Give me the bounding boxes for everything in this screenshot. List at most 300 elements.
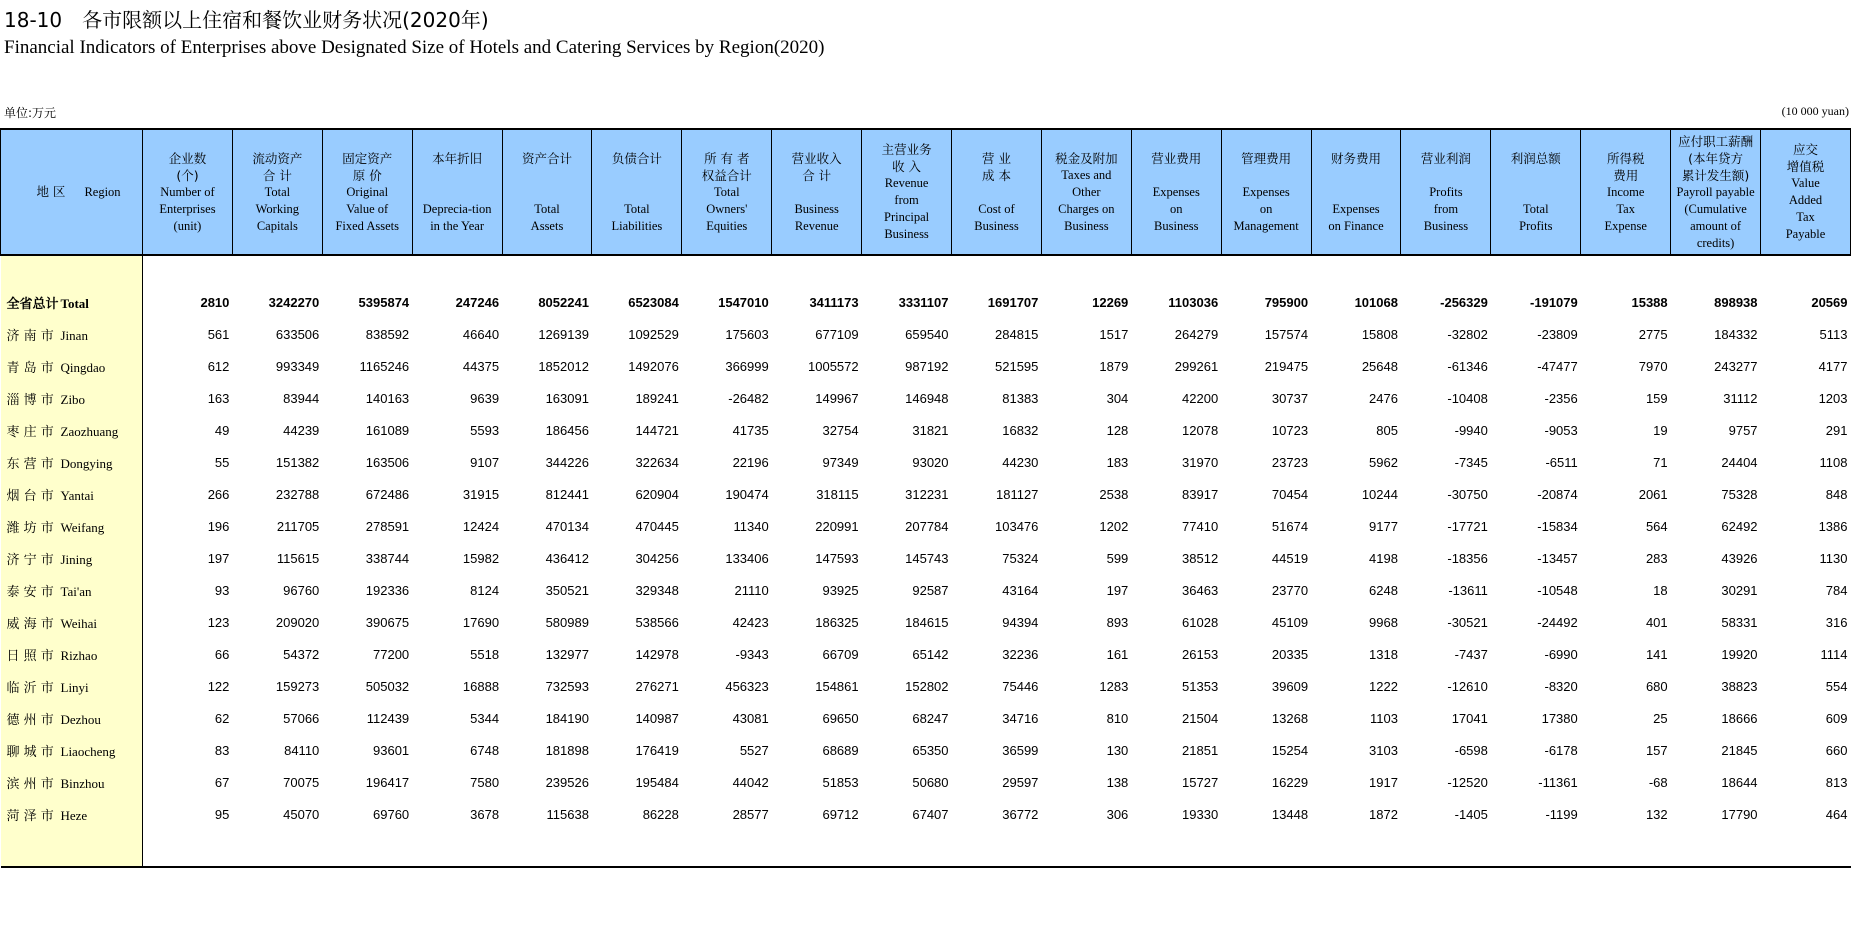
- value-cell: 132977: [545, 646, 589, 662]
- value-cell: 672486: [365, 486, 410, 502]
- spacer-cell: [682, 255, 772, 286]
- value-cell: 1114: [1820, 646, 1848, 662]
- value-cell: 12269: [1092, 294, 1129, 310]
- spacer-cell: [1581, 830, 1671, 867]
- region-name-en: Jining: [60, 551, 93, 567]
- spacer-cell: [772, 255, 862, 286]
- value-cell: 123: [207, 614, 230, 630]
- value-cell: 38823: [1721, 678, 1758, 694]
- value-cell: 115638: [546, 806, 589, 822]
- value-cell: 51674: [1271, 518, 1309, 534]
- region-name-en: Rizhao: [60, 647, 98, 663]
- spacer-cell: [1491, 830, 1581, 867]
- column-header: [682, 129, 772, 255]
- value-cell: 401: [1645, 614, 1668, 630]
- value-cell: 28577: [732, 806, 769, 822]
- value-cell: 66709: [822, 646, 859, 662]
- value-cell: 848: [1825, 486, 1848, 502]
- value-cell: 4177: [1818, 358, 1848, 374]
- spacer-cell: [592, 830, 682, 867]
- region-cell: [1, 542, 143, 574]
- value-cell: 159273: [275, 678, 320, 694]
- value-cell: 175603: [725, 326, 769, 342]
- value-cell: 42423: [732, 614, 769, 630]
- value-cell: 45109: [1271, 614, 1309, 630]
- value-cell: 659540: [905, 326, 949, 342]
- value-cell: 18: [1653, 582, 1668, 598]
- table-title-chinese: 18-10 各市限额以上住宿和餐饮业财务状况(2020年): [4, 8, 489, 32]
- value-cell: 2476: [1369, 390, 1398, 406]
- table-row: [1, 542, 1851, 574]
- value-cell: 67: [214, 774, 230, 790]
- value-cell: 93601: [373, 742, 410, 758]
- value-cell: 21845: [1721, 742, 1758, 758]
- column-header-cn: 固定资产 原 价: [342, 150, 393, 183]
- value-cell: 812441: [545, 486, 589, 502]
- value-cell: 284815: [995, 326, 1039, 342]
- value-cell: 142978: [635, 646, 679, 662]
- region-name-cn: 济 宁 市: [6, 552, 54, 568]
- spacer-cell: [862, 830, 952, 867]
- value-cell: 810: [1106, 710, 1129, 726]
- value-cell: 283: [1645, 550, 1668, 566]
- value-cell: 10244: [1361, 486, 1398, 502]
- value-cell: -7437: [1454, 646, 1488, 662]
- column-header: [322, 129, 412, 255]
- value-cell: -11361: [1538, 774, 1578, 790]
- spacer-cell: [952, 830, 1042, 867]
- value-cell: -256329: [1440, 294, 1488, 310]
- value-cell: 70454: [1271, 486, 1309, 502]
- value-cell: 554: [1825, 678, 1848, 694]
- value-cell: 31915: [462, 486, 500, 502]
- column-header-cn: 营业利润: [1420, 150, 1471, 166]
- value-cell: 146948: [905, 390, 949, 406]
- value-cell: -47477: [1537, 358, 1578, 374]
- table-header-row: [1, 129, 1851, 255]
- value-cell: 1492076: [628, 358, 679, 374]
- value-cell: -30750: [1447, 486, 1488, 502]
- value-cell: -12610: [1447, 678, 1488, 694]
- value-cell: 75328: [1721, 486, 1758, 502]
- column-header-en: Total Profits: [1519, 201, 1553, 233]
- value-cell: 304256: [635, 550, 679, 566]
- value-cell: 67407: [912, 806, 949, 822]
- value-cell: 44239: [283, 422, 320, 438]
- value-cell: 312231: [905, 486, 949, 502]
- spacer-cell: [412, 830, 502, 867]
- value-cell: 34716: [1002, 710, 1039, 726]
- value-cell: 97349: [822, 454, 859, 470]
- value-cell: 46640: [462, 326, 500, 342]
- value-cell: 470445: [635, 518, 679, 534]
- spacer-cell: [772, 830, 862, 867]
- value-cell: -12520: [1447, 774, 1488, 790]
- region-name-cn: 日 照 市: [6, 648, 54, 664]
- value-cell: 190474: [725, 486, 769, 502]
- value-cell: 45070: [283, 806, 320, 822]
- value-cell: 795900: [1264, 294, 1309, 310]
- value-cell: 1202: [1099, 518, 1129, 534]
- value-cell: 186456: [545, 422, 589, 438]
- value-cell: 94394: [1002, 614, 1039, 630]
- column-header: [862, 129, 952, 255]
- value-cell: 31821: [912, 422, 949, 438]
- value-cell: -18356: [1447, 550, 1488, 566]
- value-cell: 318115: [816, 486, 859, 502]
- value-cell: -10408: [1447, 390, 1488, 406]
- value-cell: 122: [207, 678, 230, 694]
- region-name-en: Weihai: [60, 615, 97, 631]
- value-cell: 19330: [1182, 806, 1219, 822]
- column-header-en: Income Tax Expense: [1604, 184, 1647, 233]
- spacer-cell: [502, 255, 592, 286]
- value-cell: 219475: [1264, 358, 1309, 374]
- value-cell: 18644: [1721, 774, 1758, 790]
- table-row: [1, 414, 1851, 446]
- value-cell: 5962: [1369, 454, 1398, 470]
- value-cell: 680: [1645, 678, 1668, 694]
- spacer-cell: [1581, 255, 1671, 286]
- value-cell: 18666: [1721, 710, 1758, 726]
- value-cell: 264279: [1174, 326, 1219, 342]
- region-name-en: Weifang: [60, 519, 105, 535]
- value-cell: 103476: [995, 518, 1039, 534]
- value-cell: -2356: [1544, 390, 1578, 406]
- spacer-cell: [1491, 255, 1581, 286]
- value-cell: 31970: [1182, 454, 1219, 470]
- value-cell: 112439: [366, 710, 410, 726]
- value-cell: 181127: [995, 486, 1039, 502]
- value-cell: 95: [214, 806, 230, 822]
- column-header-en: Total Liabilities: [611, 201, 663, 233]
- value-cell: 19: [1653, 422, 1668, 438]
- value-cell: 3242270: [268, 294, 320, 310]
- value-cell: 11340: [733, 518, 769, 534]
- value-cell: 6248: [1369, 582, 1398, 598]
- value-cell: 176419: [635, 742, 679, 758]
- value-cell: 266: [207, 486, 230, 502]
- region-cell: [1, 606, 143, 638]
- region-cell: [1, 446, 143, 478]
- value-cell: 299261: [1174, 358, 1219, 374]
- region-cell: [1, 414, 143, 446]
- value-cell: -9940: [1454, 422, 1488, 438]
- value-cell: 128: [1106, 422, 1129, 438]
- spacer-cell: [1761, 830, 1851, 867]
- value-cell: 23770: [1271, 582, 1309, 598]
- value-cell: 29597: [1002, 774, 1039, 790]
- region-name-en: Dezhou: [60, 711, 101, 727]
- column-header: [412, 129, 502, 255]
- value-cell: -9053: [1544, 422, 1578, 438]
- value-cell: 15254: [1271, 742, 1309, 758]
- region-name-en: Zibo: [60, 391, 86, 407]
- column-header-cn: 营业收入 合 计: [791, 150, 842, 183]
- table-row: [1, 638, 1851, 670]
- spacer-cell: [322, 830, 412, 867]
- column-header: [1491, 129, 1581, 255]
- value-cell: 77200: [373, 646, 410, 662]
- value-cell: 192336: [365, 582, 410, 598]
- value-cell: 1222: [1369, 678, 1398, 694]
- column-header: [592, 129, 682, 255]
- column-header: [1581, 129, 1671, 255]
- value-cell: 41735: [732, 422, 769, 438]
- value-cell: 322634: [635, 454, 679, 470]
- value-cell: 23723: [1271, 454, 1309, 470]
- value-cell: 145743: [905, 550, 949, 566]
- value-cell: 470134: [545, 518, 589, 534]
- value-cell: 20569: [1811, 294, 1848, 310]
- region-name-en: Liaocheng: [60, 743, 116, 759]
- value-cell: 149967: [815, 390, 859, 406]
- value-cell: -6598: [1454, 742, 1488, 758]
- value-cell: 71: [1653, 454, 1668, 470]
- region-cell: [1, 478, 143, 510]
- value-cell: 4198: [1369, 550, 1398, 566]
- value-cell: 677109: [815, 326, 859, 342]
- value-cell: 43926: [1721, 550, 1758, 566]
- value-cell: 561: [207, 326, 230, 342]
- value-cell: 893: [1106, 614, 1129, 630]
- value-cell: 366999: [725, 358, 769, 374]
- value-cell: 599: [1106, 550, 1129, 566]
- value-cell: 278591: [365, 518, 410, 534]
- value-cell: -13457: [1537, 550, 1578, 566]
- spacer-cell: [1, 830, 143, 867]
- value-cell: 17380: [1541, 710, 1578, 726]
- value-cell: 17041: [1451, 710, 1488, 726]
- value-cell: 344226: [545, 454, 589, 470]
- region-name-cn: 枣 庄 市: [6, 424, 54, 440]
- value-cell: 660: [1825, 742, 1848, 758]
- value-cell: 12424: [462, 518, 500, 534]
- column-header-cn: 财务费用: [1331, 150, 1382, 166]
- value-cell: 7580: [470, 774, 500, 790]
- value-cell: 152802: [905, 678, 949, 694]
- spacer-cell: [862, 255, 952, 286]
- value-cell: 186325: [815, 614, 859, 630]
- spacer-cell: [1401, 255, 1491, 286]
- value-cell: 1269139: [538, 326, 589, 342]
- value-cell: 151382: [275, 454, 320, 470]
- value-cell: 19920: [1721, 646, 1758, 662]
- table-row: [1, 382, 1851, 414]
- value-cell: 44519: [1271, 550, 1309, 566]
- value-cell: -26482: [728, 390, 769, 406]
- table-row: [1, 350, 1851, 382]
- value-cell: -68: [1648, 774, 1668, 790]
- column-header-cn: 主营业务 收 入: [881, 142, 932, 174]
- region-name-en: Yantai: [60, 487, 94, 503]
- column-header-en: Total Owners' Equities: [706, 184, 748, 233]
- value-cell: 197: [207, 550, 230, 566]
- spacer-cell: [1311, 255, 1401, 286]
- region-name-cn: 淄 博 市: [6, 392, 54, 408]
- value-cell: 24404: [1721, 454, 1758, 470]
- value-cell: 184332: [1714, 326, 1758, 342]
- column-header: [772, 129, 862, 255]
- value-cell: 784: [1825, 582, 1848, 598]
- column-header: [1221, 129, 1311, 255]
- value-cell: 61028: [1182, 614, 1219, 630]
- value-cell: 69712: [822, 806, 859, 822]
- spacer-cell: [952, 255, 1042, 286]
- value-cell: 1108: [1819, 454, 1848, 470]
- value-cell: 184190: [545, 710, 589, 726]
- value-cell: 197: [1106, 582, 1129, 598]
- region-name-cn: 潍 坊 市: [6, 520, 54, 536]
- column-header-cn: 利润总额: [1510, 150, 1561, 166]
- value-cell: 209020: [275, 614, 320, 630]
- value-cell: 21851: [1182, 742, 1219, 758]
- spacer-cell: [322, 255, 412, 286]
- value-cell: 75446: [1002, 678, 1039, 694]
- value-cell: 75324: [1002, 550, 1039, 566]
- spacer-cell: [1221, 255, 1311, 286]
- value-cell: 10723: [1271, 422, 1309, 438]
- value-cell: 987192: [905, 358, 949, 374]
- spacer-cell: [232, 830, 322, 867]
- table-row: [1, 734, 1851, 766]
- region-cell: [1, 510, 143, 542]
- column-header: [502, 129, 592, 255]
- column-header-cn: 所 有 者 权益合计: [701, 150, 752, 183]
- value-cell: 316: [1825, 614, 1848, 630]
- value-cell: 2061: [1638, 486, 1668, 502]
- value-cell: 77410: [1182, 518, 1219, 534]
- value-cell: 464: [1825, 806, 1848, 822]
- spacer-cell: [143, 255, 233, 286]
- region-name-en: Qingdao: [60, 359, 106, 375]
- value-cell: 813: [1825, 774, 1848, 790]
- column-header-en: Original Value of Fixed Assets: [335, 184, 399, 233]
- value-cell: 243277: [1714, 358, 1758, 374]
- column-header: [1761, 129, 1851, 255]
- column-header-region-cn: 地 区: [36, 184, 66, 199]
- value-cell: 732593: [545, 678, 589, 694]
- value-cell: 195484: [635, 774, 679, 790]
- value-cell: 16888: [462, 678, 500, 694]
- value-cell: 132: [1645, 806, 1668, 822]
- value-cell: 93925: [822, 582, 859, 598]
- value-cell: -30521: [1447, 614, 1488, 630]
- value-cell: 26153: [1182, 646, 1219, 662]
- value-cell: -191079: [1530, 294, 1578, 310]
- column-header: [1401, 129, 1491, 255]
- table-row: [1, 318, 1851, 350]
- region-name-en: Total: [60, 295, 89, 311]
- value-cell: 83917: [1182, 486, 1219, 502]
- value-cell: 133406: [725, 550, 769, 566]
- region-name-en: Dongying: [60, 455, 113, 471]
- value-cell: 15982: [462, 550, 500, 566]
- value-cell: 505032: [365, 678, 410, 694]
- value-cell: 68689: [822, 742, 859, 758]
- spacer-cell: [232, 255, 322, 286]
- value-cell: 70075: [283, 774, 320, 790]
- value-cell: 43164: [1002, 582, 1039, 598]
- value-cell: 25: [1653, 710, 1668, 726]
- value-cell: 50680: [912, 774, 949, 790]
- table-row: [1, 798, 1851, 830]
- value-cell: -7345: [1454, 454, 1488, 470]
- value-cell: 15808: [1361, 326, 1398, 342]
- value-cell: 138: [1106, 774, 1129, 790]
- value-cell: 43081: [732, 710, 769, 726]
- value-cell: -9343: [735, 646, 769, 662]
- value-cell: -13611: [1448, 582, 1488, 598]
- value-cell: 17690: [462, 614, 500, 630]
- value-cell: 612: [207, 358, 230, 374]
- value-cell: 44375: [462, 358, 500, 374]
- value-cell: 207784: [905, 518, 949, 534]
- column-header-en: Expenses on Finance: [1328, 201, 1384, 233]
- value-cell: 338744: [365, 550, 410, 566]
- table-row: [1, 446, 1851, 478]
- value-cell: 181898: [545, 742, 589, 758]
- column-header-cn: 应交 增值税: [1786, 142, 1825, 174]
- region-name-cn: 聊 城 市: [6, 744, 54, 760]
- value-cell: 993349: [275, 358, 320, 374]
- region-name-cn: 全省总计: [6, 296, 59, 312]
- value-cell: 101068: [1354, 294, 1398, 310]
- value-cell: 3331107: [898, 294, 949, 310]
- value-cell: -1199: [1545, 806, 1578, 822]
- value-cell: 350521: [545, 582, 589, 598]
- value-cell: 69650: [822, 710, 859, 726]
- region-name-cn: 威 海 市: [6, 616, 54, 632]
- value-cell: 36463: [1182, 582, 1219, 598]
- spacer-cell: [592, 255, 682, 286]
- region-name-en: Zaozhuang: [60, 423, 119, 439]
- table-body: [1, 255, 1851, 867]
- value-cell: 220991: [815, 518, 859, 534]
- column-header-en: Revenue from Principal Business: [884, 176, 930, 241]
- column-header: [1311, 129, 1401, 255]
- value-cell: 65142: [912, 646, 949, 662]
- value-cell: 141: [1645, 646, 1668, 662]
- value-cell: 161089: [365, 422, 410, 438]
- region-name-cn: 济 南 市: [6, 328, 54, 344]
- value-cell: 22196: [732, 454, 769, 470]
- value-cell: 157: [1645, 742, 1668, 758]
- region-cell: [1, 670, 143, 702]
- value-cell: 16229: [1271, 774, 1309, 790]
- value-cell: 83: [214, 742, 230, 758]
- value-cell: 69760: [373, 806, 410, 822]
- value-cell: 456323: [725, 678, 769, 694]
- value-cell: 140987: [635, 710, 679, 726]
- value-cell: 83944: [283, 390, 320, 406]
- spacer-cell: [1, 255, 143, 286]
- value-cell: 1879: [1099, 358, 1129, 374]
- value-cell: 1318: [1369, 646, 1398, 662]
- value-cell: 144721: [635, 422, 679, 438]
- spacer-cell: [1761, 255, 1851, 286]
- region-name-cn: 临 沂 市: [6, 680, 54, 696]
- spacer-cell: [502, 830, 592, 867]
- value-cell: 36772: [1002, 806, 1039, 822]
- region-name-cn: 菏 泽 市: [6, 808, 54, 824]
- value-cell: 86228: [642, 806, 679, 822]
- value-cell: 32236: [1002, 646, 1039, 662]
- value-cell: 15388: [1631, 294, 1668, 310]
- region-cell: [1, 286, 143, 318]
- column-header-en: Total Assets: [530, 201, 564, 233]
- column-header: [232, 129, 322, 255]
